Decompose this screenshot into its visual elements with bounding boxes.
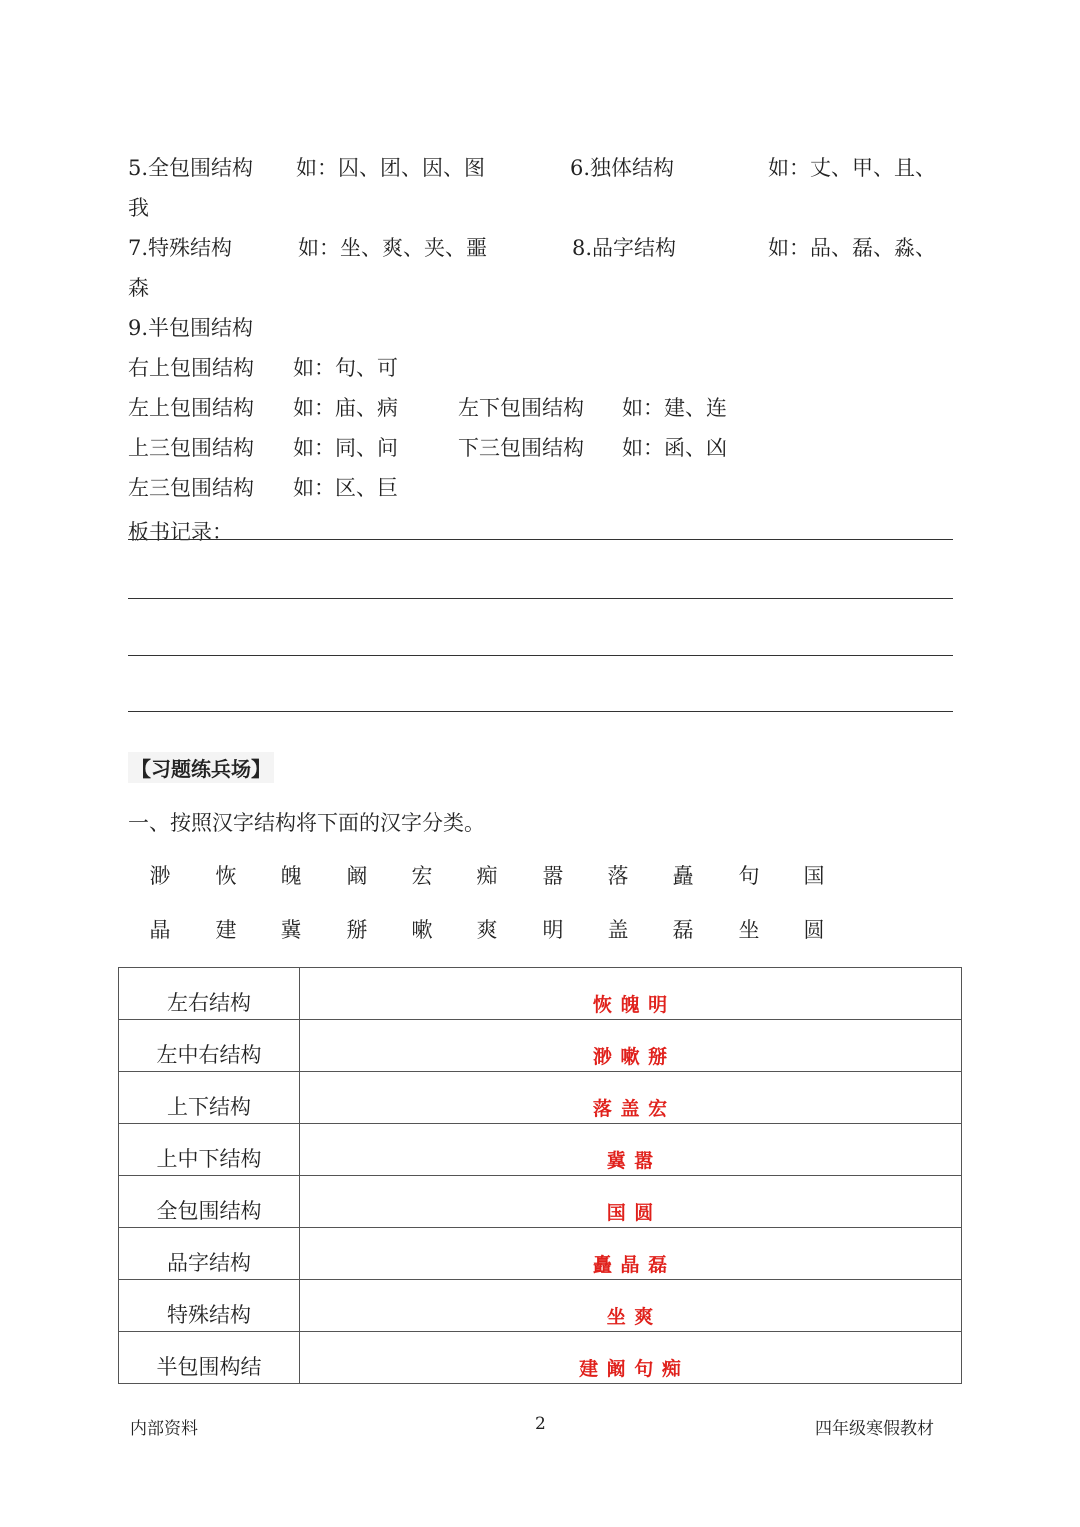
pool-char: 阚 xyxy=(346,864,368,888)
pool-char: 嗽 xyxy=(411,918,433,942)
table-row xyxy=(119,1176,962,1228)
table-row xyxy=(119,1020,962,1072)
structure-8-examples: 如：品、磊、淼、 xyxy=(768,236,936,260)
category-cell: 全包围结构 xyxy=(119,1176,300,1228)
structure-7-examples: 如：坐、爽、夹、噩 xyxy=(298,236,487,260)
pool-char: 国 xyxy=(803,864,825,888)
table-row xyxy=(119,968,962,1020)
writing-line xyxy=(128,598,953,599)
half-surround-examples: 如：函、凶 xyxy=(622,436,727,460)
writing-line xyxy=(128,655,953,656)
answer-cell: 矗 晶 磊 xyxy=(300,1228,962,1280)
structure-8-name: 8.品字结构 xyxy=(572,236,677,260)
pool-char: 矗 xyxy=(672,864,694,888)
structure-6-name: 6.独体结构 xyxy=(570,156,675,180)
answer-cell: 恢 魄 明 xyxy=(300,968,962,1020)
category-cell: 左中右结构 xyxy=(119,1020,300,1072)
structure-8-wrap: 森 xyxy=(128,276,149,300)
category-cell: 半包围构结 xyxy=(119,1332,300,1384)
structure-6-wrap: 我 xyxy=(128,196,149,220)
pool-char: 嚣 xyxy=(542,864,564,888)
pool-char: 晶 xyxy=(149,918,171,942)
half-surround-examples: 如：区、巨 xyxy=(293,476,398,500)
answer-cell: 落 盖 宏 xyxy=(300,1072,962,1124)
half-surround-examples: 如：建、连 xyxy=(622,396,727,420)
pool-char: 建 xyxy=(215,918,237,942)
pool-char: 渺 xyxy=(149,864,171,888)
category-cell: 左右结构 xyxy=(119,968,300,1020)
half-surround-name: 下三包围结构 xyxy=(458,436,584,460)
table-row xyxy=(119,1124,962,1176)
table-row xyxy=(119,1228,962,1280)
structure-7-name: 7.特殊结构 xyxy=(128,236,233,260)
pool-char: 爽 xyxy=(476,918,498,942)
category-cell: 上中下结构 xyxy=(119,1124,300,1176)
pool-char: 句 xyxy=(738,864,760,888)
pool-char: 恢 xyxy=(215,864,237,888)
writing-line xyxy=(128,539,953,540)
answer-cell: 建 阚 句 痴 xyxy=(300,1332,962,1384)
half-surround-name: 右上包围结构 xyxy=(128,356,254,380)
category-cell: 品字结构 xyxy=(119,1228,300,1280)
question-text: 一、按照汉字结构将下面的汉字分类。 xyxy=(128,811,485,835)
practice-heading: 【习题练兵场】 xyxy=(128,752,274,783)
structure-9-title: 9.半包围结构 xyxy=(128,316,254,340)
pool-char: 掰 xyxy=(346,918,368,942)
structure-6-examples: 如：丈、甲、且、 xyxy=(768,156,936,180)
structure-5-name: 5.全包围结构 xyxy=(128,156,254,180)
board-notes-label: 板书记录： xyxy=(128,520,233,544)
writing-line xyxy=(128,711,953,712)
category-cell: 上下结构 xyxy=(119,1072,300,1124)
half-surround-name: 上三包围结构 xyxy=(128,436,254,460)
pool-char: 明 xyxy=(542,918,564,942)
pool-char: 冀 xyxy=(280,918,302,942)
table-row xyxy=(119,1072,962,1124)
half-surround-examples: 如：同、问 xyxy=(293,436,398,460)
pool-char: 落 xyxy=(607,864,629,888)
half-surround-name: 左三包围结构 xyxy=(128,476,254,500)
structure-5-examples: 如：囚、团、因、图 xyxy=(296,156,485,180)
footer-right: 四年级寒假教材 xyxy=(815,1419,934,1439)
pool-char: 磊 xyxy=(672,918,694,942)
half-surround-name: 左上包围结构 xyxy=(128,396,254,420)
pool-char: 痴 xyxy=(476,864,498,888)
table-row xyxy=(119,1332,962,1384)
pool-char: 宏 xyxy=(411,864,433,888)
pool-char: 圆 xyxy=(803,918,825,942)
half-surround-name: 左下包围结构 xyxy=(458,396,584,420)
answer-cell: 冀 嚣 xyxy=(300,1124,962,1176)
footer-left: 内部资料 xyxy=(130,1419,198,1439)
classification-table xyxy=(118,967,962,1384)
category-cell: 特殊结构 xyxy=(119,1280,300,1332)
answer-cell: 国 圆 xyxy=(300,1176,962,1228)
answer-cell: 坐 爽 xyxy=(300,1280,962,1332)
answer-cell: 渺 嗽 掰 xyxy=(300,1020,962,1072)
pool-char: 魄 xyxy=(280,864,302,888)
pool-char: 盖 xyxy=(607,918,629,942)
table-row xyxy=(119,1280,962,1332)
pool-char: 坐 xyxy=(738,918,760,942)
page-number: 2 xyxy=(535,1414,546,1434)
half-surround-examples: 如：句、可 xyxy=(293,356,398,380)
half-surround-examples: 如：庙、病 xyxy=(293,396,398,420)
